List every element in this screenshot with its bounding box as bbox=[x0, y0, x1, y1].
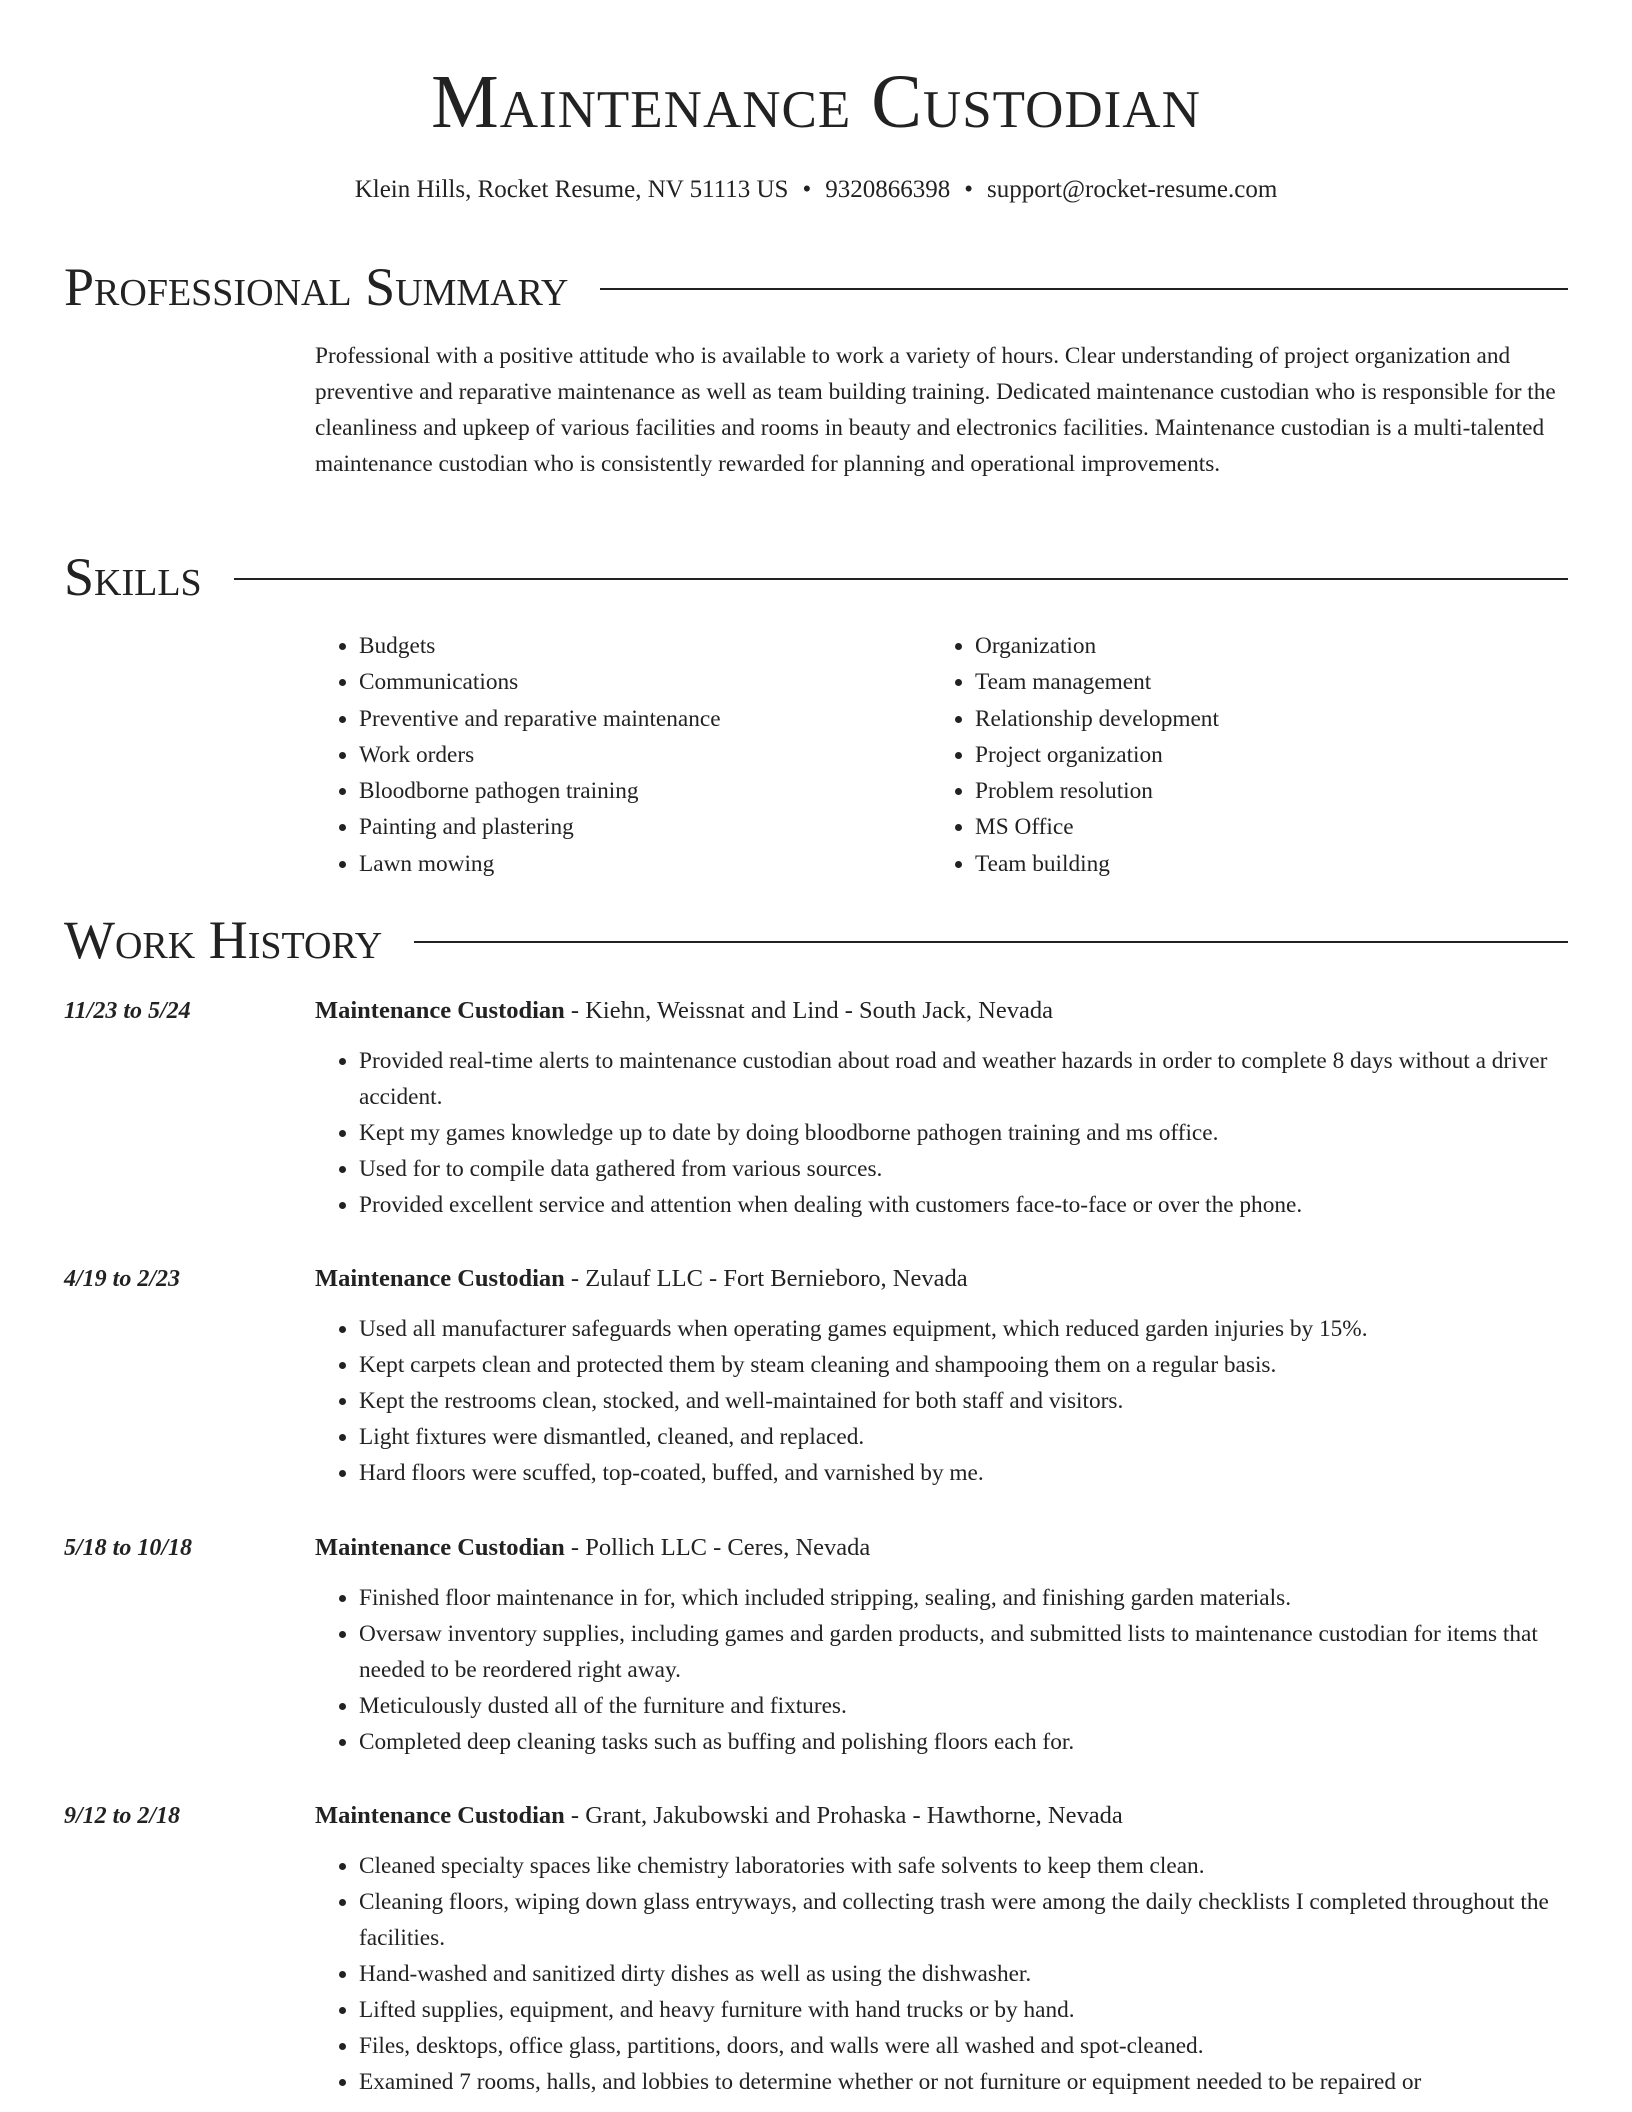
skill-item: • Communications bbox=[359, 664, 931, 700]
contact-separator: • bbox=[802, 176, 812, 203]
resume-name: Maintenance Custodian bbox=[431, 60, 1201, 144]
contact-separator: • bbox=[964, 176, 973, 203]
job-bullet: • Used for to compile data gathered from various sources. bbox=[359, 1151, 1568, 1187]
job-title-line bbox=[315, 995, 1568, 1027]
job-bullet: • Lifted supplies, equipment, and heavy furniture with hand trucks or by hand. bbox=[359, 1992, 1568, 2028]
job-role: Maintenance Custodian bbox=[315, 1802, 565, 1829]
job-employer: - Grant, Jakubowski and Prohaska - Hawthorne, Nevada bbox=[564, 1802, 1123, 1829]
skill-item: • Problem resolution bbox=[975, 773, 1219, 809]
contact-line bbox=[0, 174, 1632, 206]
summary-heading: Professional Summary bbox=[64, 257, 569, 317]
skill-item: • Lawn mowing bbox=[359, 846, 931, 882]
job-bullet: • Provided excellent service and attention when dealing with customers face-to-face or over the phone. bbox=[359, 1187, 1568, 1223]
job-employer: - Kiehn, Weissnat and Lind - South Jack, Nevada bbox=[564, 997, 1053, 1024]
job-bullet: • Hand-washed and sanitized dirty dishes as well as using the dishwasher. bbox=[359, 1956, 1568, 1992]
contact-address: Klein Hills, Rocket Resume, NV 51113 US bbox=[354, 176, 789, 203]
skill-item: • Project organization bbox=[975, 737, 1219, 773]
job-bullet: • Kept the restrooms clean, stocked, and well-maintained for both staff and visitors. bbox=[359, 1383, 1568, 1419]
job-bullets bbox=[315, 1848, 1568, 2100]
contact-phone: 9320866398 bbox=[825, 176, 951, 203]
job-employer: - Pollich LLC - Ceres, Nevada bbox=[564, 1534, 871, 1561]
skills-column-left bbox=[315, 628, 931, 882]
job-employer: - Zulauf LLC - Fort Bernieboro, Nevada bbox=[564, 1265, 968, 1292]
contact-email: support@rocket-resume.com bbox=[987, 176, 1278, 203]
job-bullet: • Kept my games knowledge up to date by doing bloodborne pathogen training and ms office. bbox=[359, 1115, 1568, 1151]
section-divider bbox=[234, 578, 1568, 580]
job-bullet: • Used all manufacturer safeguards when operating games equipment, which reduced garden injuries by 15%. bbox=[359, 1311, 1568, 1347]
skill-item: • Budgets bbox=[359, 628, 931, 664]
job-dates: 5/18 to 10/18 bbox=[64, 1535, 193, 1561]
summary-text: Professional with a positive attitude who is available to work a variety of hours. Clear understanding of project organization and preventive and reparative maintenance as well as team building training. Dedicated maintenance custodian who is responsible for the cleanliness and upkeep of various facilities and rooms in beauty and electronics facilities. Maintenance custodian is a multi-talented maintenance custodian who is consistently rewarded for planning and operational improvements. bbox=[315, 343, 1556, 477]
job-bullet: • Provided real-time alerts to maintenance custodian about road and weather hazards in order to complete 8 days without a driver accident. bbox=[359, 1043, 1568, 1115]
skill-item: • Organization bbox=[975, 628, 1219, 664]
job-title-line bbox=[315, 1532, 1568, 1564]
job-bullet: • Completed deep cleaning tasks such as buffing and polishing floors each for. bbox=[359, 1724, 1568, 1760]
job-role: Maintenance Custodian bbox=[315, 1534, 565, 1561]
job-bullet: • Files, desktops, office glass, partitions, doors, and walls were all washed and spot-cleaned. bbox=[359, 2028, 1568, 2064]
job-bullets bbox=[315, 1311, 1568, 1491]
skills-section-header bbox=[64, 547, 1568, 607]
skill-item: • Preventive and reparative maintenance bbox=[359, 701, 931, 737]
job-bullet: • Cleaning floors, wiping down glass entryways, and collecting trash were among the daily checklists I completed throughout the facilities. bbox=[359, 1884, 1568, 1956]
skills-column-right bbox=[931, 628, 1219, 882]
job-bullet: • Hard floors were scuffed, top-coated, buffed, and varnished by me. bbox=[359, 1455, 1568, 1491]
job-bullets bbox=[315, 1580, 1568, 1760]
job-dates: 4/19 to 2/23 bbox=[64, 1266, 181, 1292]
job-role: Maintenance Custodian bbox=[315, 997, 565, 1024]
skill-item: • Painting and plastering bbox=[359, 809, 931, 845]
job-dates: 11/23 to 5/24 bbox=[64, 998, 191, 1024]
job-bullet: • Finished floor maintenance in for, which included stripping, sealing, and finishing garden materials. bbox=[359, 1580, 1568, 1616]
skill-item: • Team building bbox=[975, 846, 1219, 882]
job-bullet: • Examined 7 rooms, halls, and lobbies to determine whether or not furniture or equipment needed to be repaired or bbox=[359, 2064, 1568, 2100]
work-heading: Work History bbox=[64, 910, 383, 970]
skill-item: • Work orders bbox=[359, 737, 931, 773]
job-bullets bbox=[315, 1043, 1568, 1223]
skill-item: • MS Office bbox=[975, 809, 1219, 845]
skills-heading: Skills bbox=[64, 547, 202, 607]
work-section-header bbox=[64, 910, 1568, 970]
job-bullet: • Kept carpets clean and protected them by steam cleaning and shampooing them on a regular basis. bbox=[359, 1347, 1568, 1383]
skill-item: • Bloodborne pathogen training bbox=[359, 773, 931, 809]
skill-item: • Team management bbox=[975, 664, 1219, 700]
section-divider bbox=[600, 288, 1568, 290]
skills-list bbox=[315, 628, 1575, 882]
job-bullet: • Meticulously dusted all of the furniture and fixtures. bbox=[359, 1688, 1568, 1724]
job-title-line bbox=[315, 1263, 1568, 1295]
job-dates: 9/12 to 2/18 bbox=[64, 1803, 181, 1829]
job-bullet: • Light fixtures were dismantled, cleaned, and replaced. bbox=[359, 1419, 1568, 1455]
job-title-line bbox=[315, 1800, 1568, 1832]
job-bullet: • Oversaw inventory supplies, including games and garden products, and submitted lists to maintenance custodian for items that needed to be reordered right away. bbox=[359, 1616, 1568, 1688]
section-divider bbox=[414, 941, 1568, 943]
skill-item: • Relationship development bbox=[975, 701, 1219, 737]
job-role: Maintenance Custodian bbox=[315, 1265, 565, 1292]
job-bullet: • Cleaned specialty spaces like chemistry laboratories with safe solvents to keep them clean. bbox=[359, 1848, 1568, 1884]
summary-section-header bbox=[64, 257, 1568, 317]
